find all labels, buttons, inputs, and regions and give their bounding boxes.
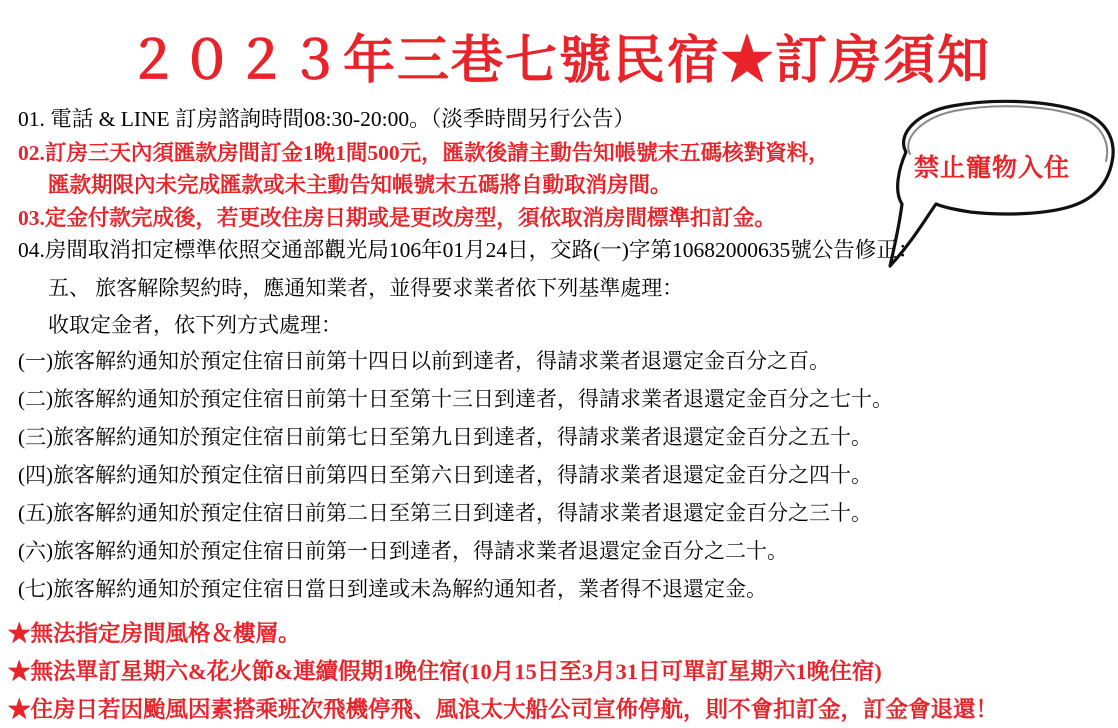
refund-clause-1: (一)旅客解約通知於預定住宿日前第十四日以前到達者，得請求業者退還定金百分之百。 — [18, 349, 830, 373]
section-heading: 五、 旅客解除契約時，應通知業者，並得要求業者依下列基準處理： — [48, 276, 684, 300]
refund-clause-6: (六)旅客解約通知於預定住宿日前第一日到達者，得請求業者退還定金百分之二十。 — [18, 539, 788, 563]
refund-clause-3: (三)旅客解約通知於預定住宿日前第七日至第九日到達者，得請求業者退還定金百分之五十。 — [18, 425, 872, 449]
speech-bubble-label: 禁止寵物入住 — [913, 155, 1070, 182]
page-title: ２０２３年三巷七號民宿★訂房須知 — [126, 33, 991, 90]
footer-note-3: ★住房日若因颱風因素搭乘班次飛機停飛、風浪太大船公司宣佈停航，則不會扣訂金，訂金會退還！ — [8, 697, 999, 722]
footer-note-2: ★無法單訂星期六&花火節&連續假期1晚住宿(10月15日至3月31日可單訂星期六1晚住宿) — [8, 659, 882, 684]
section-subheading: 收取定金者，依下列方式處理： — [48, 313, 342, 337]
refund-clause-5: (五)旅客解約通知於預定住宿日前第二日至第三日到達者，得請求業者退還定金百分之三十。 — [18, 501, 872, 525]
notice-item-02-line2: 匯款期限內未完成匯款或未主動告知帳號末五碼將自動取消房間。 — [48, 173, 672, 197]
refund-clause-2: (二)旅客解約通知於預定住宿日前第十日至第十三日到達者，得請求業者退還定金百分之七十。 — [18, 387, 893, 411]
refund-clause-4: (四)旅客解約通知於預定住宿日前第四日至第六日到達者，得請求業者退還定金百分之四十。 — [18, 463, 872, 487]
footer-note-1: ★無法指定房間風格＆樓層。 — [8, 621, 301, 646]
notice-item-01: 01. 電話 & LINE 訂房諮詢時間08:30-20:00。（淡季時間另行公告） — [18, 107, 635, 131]
notice-item-03: 03.定金付款完成後，若更改住房日期或是更改房型，須依取消房間標準扣訂金。 — [18, 206, 776, 230]
notice-item-04: 04.房間取消扣定標準依照交通部觀光局106年01月24日，交路(一)字第10682000635號公告修正： — [18, 238, 920, 262]
refund-clause-7: (七)旅客解約通知於預定住宿日當日到達或未為解約通知者，業者得不退還定金。 — [18, 577, 767, 601]
notice-item-02-line1: 02.訂房三天內須匯款房間訂金1晚1間500元，匯款後請主動告知帳號末五碼核對資料， — [18, 141, 830, 165]
